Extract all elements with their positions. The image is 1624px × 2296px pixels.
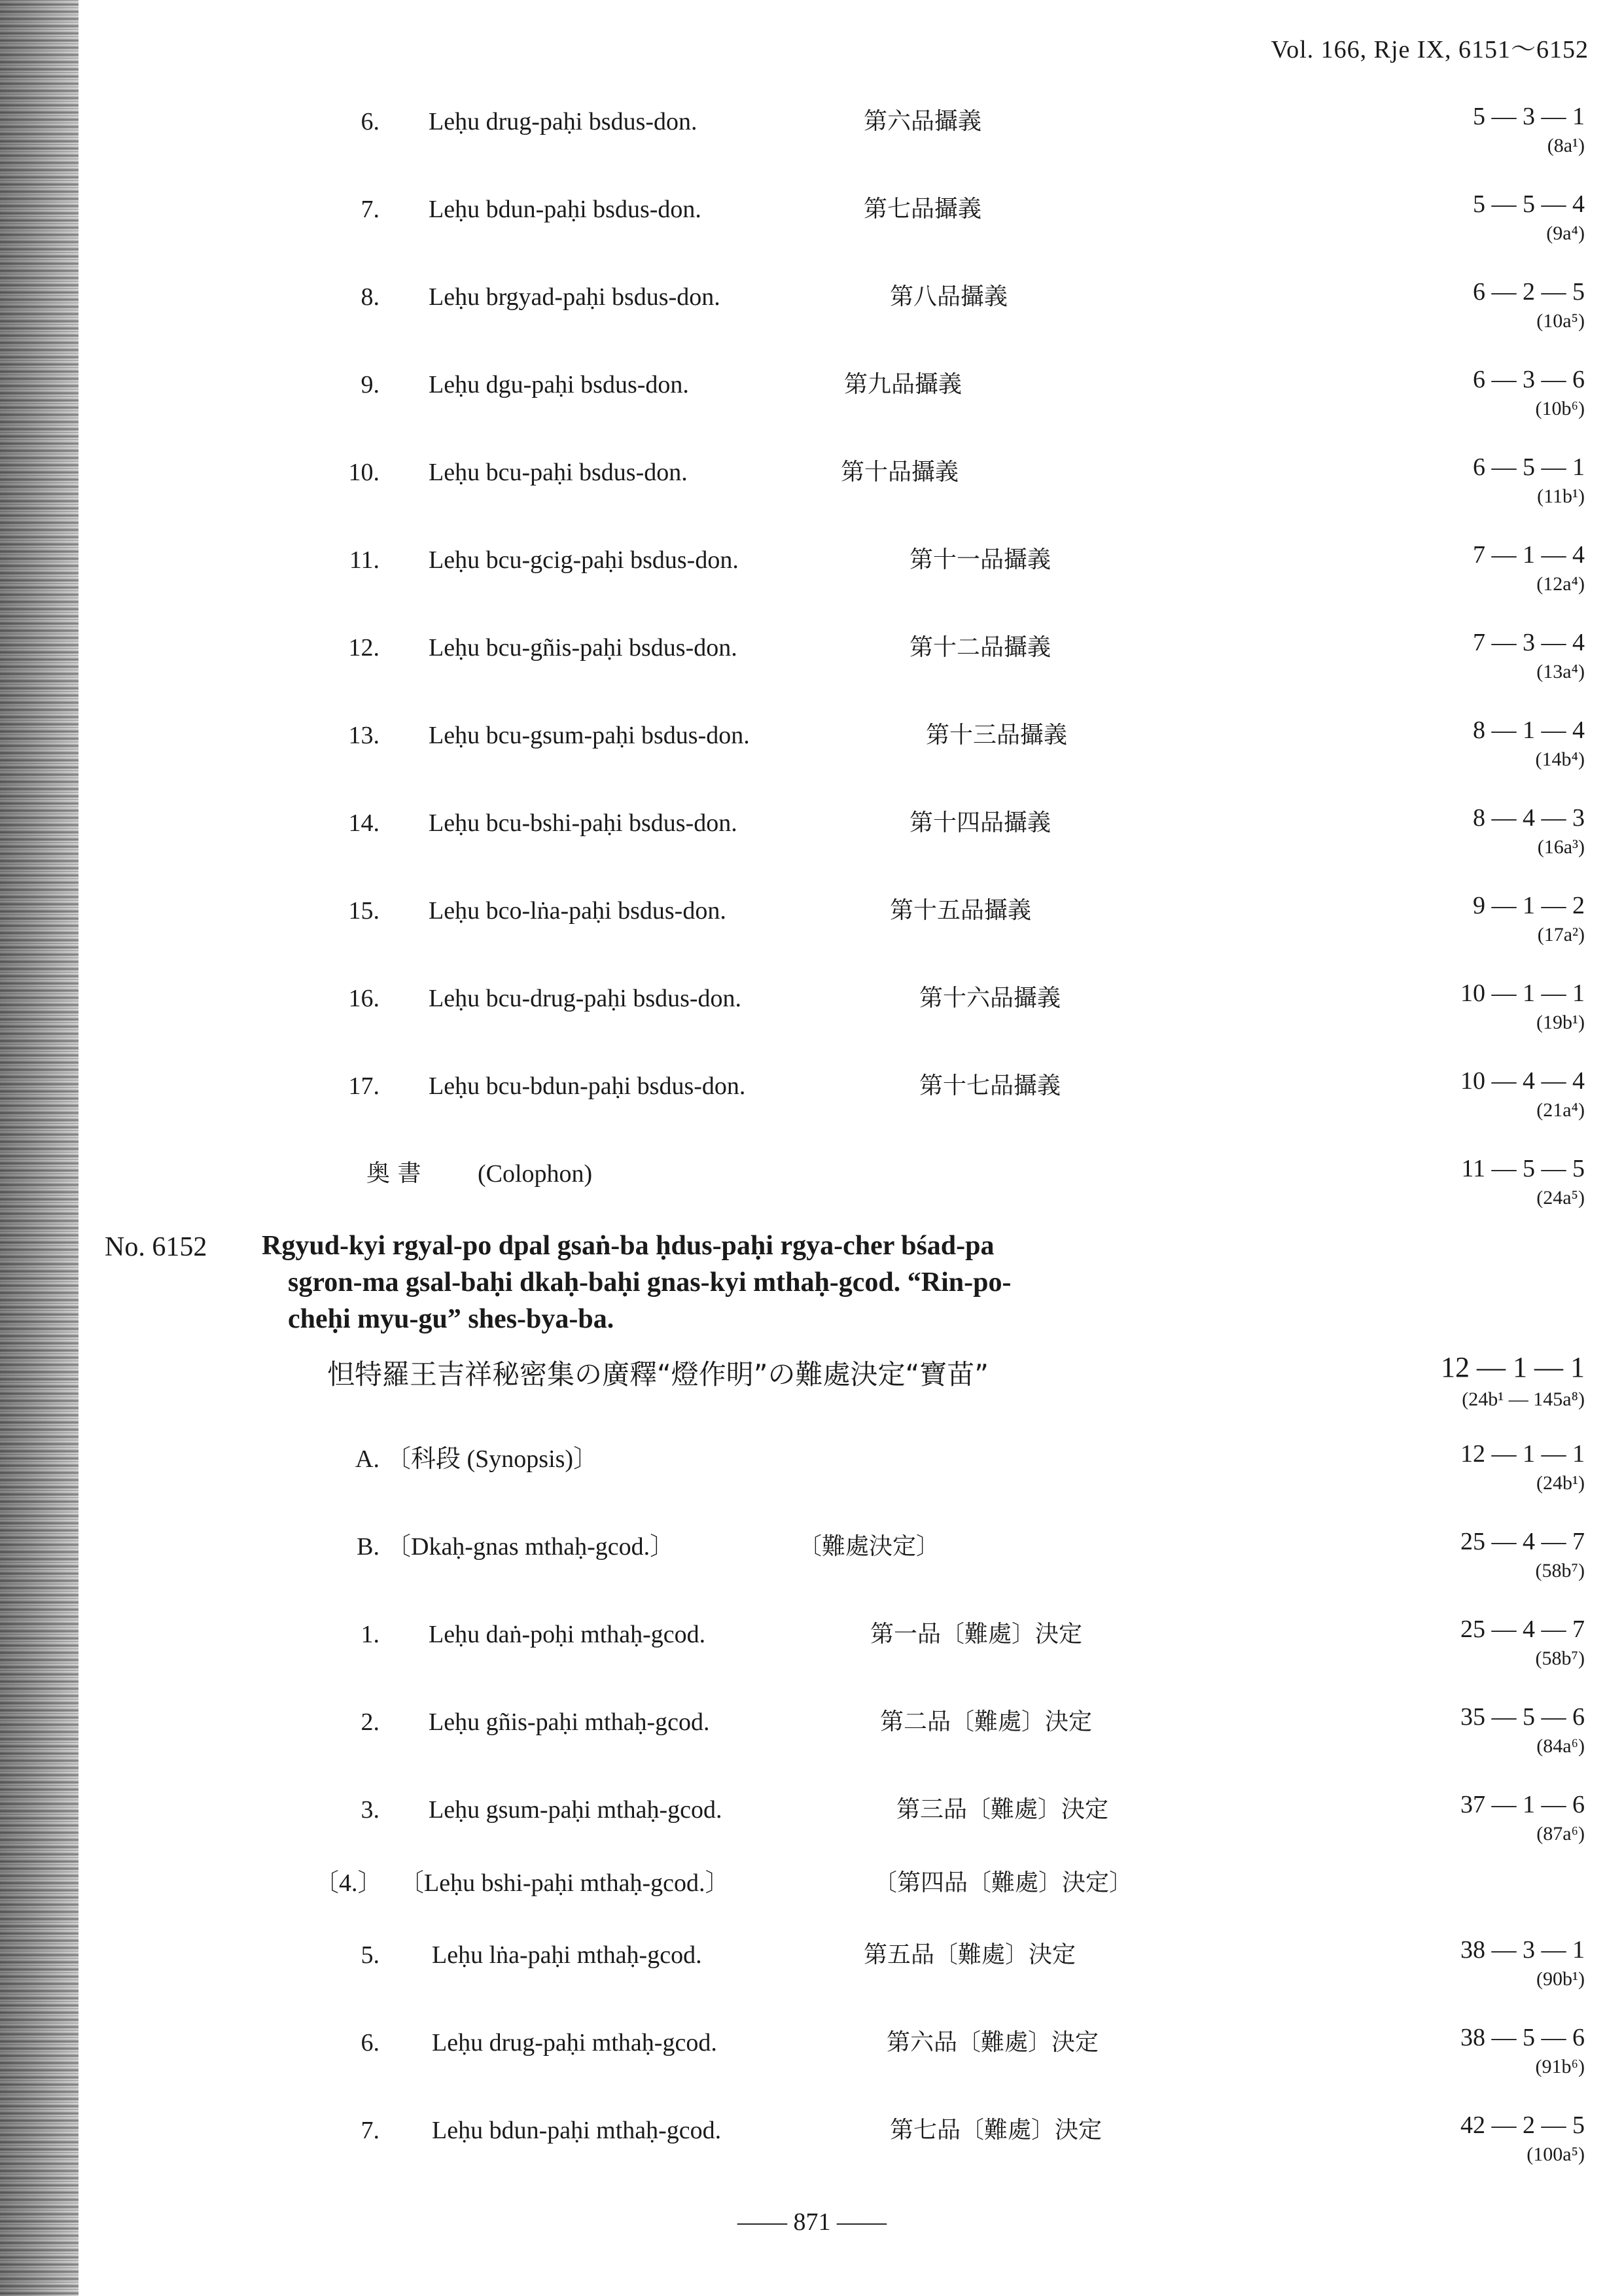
item-title: Leḥu bdun-paḥi mthaḥ-gcod. — [432, 2117, 722, 2144]
list-item — [314, 804, 1557, 843]
list-item — [314, 102, 1557, 141]
item-number: 3. — [361, 1796, 380, 1824]
colophon-cjk: 奥 書 — [366, 1160, 421, 1187]
item-title: Leḥu bcu-gcig-paḥi bsdus-don. — [429, 546, 739, 574]
item-folio: (8a¹) — [1547, 135, 1585, 156]
section-title: 〔Dkaḥ-gnas mthaḥ-gcod.〕 — [386, 1533, 675, 1561]
section-folio: (24b¹) — [1536, 1472, 1585, 1494]
item-ref: 42 — 2 — 5 — [1460, 2111, 1585, 2139]
list-item — [314, 979, 1557, 1018]
item-number: 10. — [348, 459, 380, 486]
item-folio: (10b⁶) — [1535, 398, 1585, 419]
item-cjk: 第十五品攝義 — [890, 897, 1032, 924]
item-number: 13. — [348, 722, 380, 749]
item-number: 17. — [348, 1072, 380, 1100]
list-item — [314, 1790, 1557, 1829]
item-ref: 5 — 3 — 1 — [1473, 103, 1585, 130]
item-number: 6. — [361, 2029, 380, 2057]
item-folio: (100a⁵) — [1527, 2144, 1585, 2165]
section-cjk: 〔難處決定〕 — [798, 1533, 940, 1560]
item-cjk: 第七品攝義 — [864, 196, 982, 222]
item-ref: 37 — 1 — 6 — [1460, 1791, 1585, 1818]
item-ref: 6 — 5 — 1 — [1473, 453, 1585, 481]
item-folio: (10a⁵) — [1536, 310, 1585, 332]
colophon-row — [366, 1154, 1282, 1193]
item-cjk: 第八品攝義 — [890, 283, 1008, 310]
list-item — [314, 2111, 1557, 2150]
item-title: Leḥu drug-paḥi bsdus-don. — [429, 108, 697, 135]
item-number: 11. — [349, 546, 380, 574]
entry-title-line3: cheḥi myu-gu” shes-bya-ba. — [288, 1304, 614, 1334]
item-folio: (90b¹) — [1536, 1968, 1585, 1990]
list-item — [314, 190, 1557, 229]
section-row — [314, 1527, 1230, 1566]
item-number: 16. — [348, 985, 380, 1012]
section-letter: B. — [357, 1533, 380, 1561]
item-title: Leḥu bcu-gsum-paḥi bsdus-don. — [429, 722, 750, 749]
item-folio: (11b¹) — [1537, 486, 1585, 507]
item-title: Leḥu bcu-drug-paḥi bsdus-don. — [429, 985, 742, 1012]
item-folio: (87a⁶) — [1536, 1823, 1585, 1845]
item-cjk: 第十四品攝義 — [909, 809, 1051, 836]
list-item — [314, 2023, 1557, 2062]
item-folio: (14b⁴) — [1535, 749, 1585, 770]
item-ref: 9 — 1 — 2 — [1473, 892, 1585, 919]
colophon-ref: 11 — 5 — 5 — [1461, 1155, 1585, 1182]
item-cjk: 第十二品攝義 — [909, 634, 1051, 661]
item-cjk: 第一品〔難處〕決定 — [870, 1621, 1083, 1648]
item-title: Leḥu bco-lṅa-paḥi bsdus-don. — [429, 897, 726, 925]
item-title: Leḥu bcu-bdun-paḥi bsdus-don. — [429, 1072, 746, 1100]
item-folio: (58b⁷) — [1535, 1648, 1585, 1669]
list-item — [314, 1615, 1557, 1654]
list-item — [314, 628, 1557, 667]
section-letter: A. — [355, 1445, 380, 1473]
item-cjk: 第九品攝義 — [844, 371, 962, 398]
item-cjk: 第十品攝義 — [841, 459, 959, 486]
item-folio: (16a³) — [1537, 836, 1585, 858]
item-title: Leḥu brgyad-paḥi bsdus-don. — [429, 283, 720, 311]
item-title: Leḥu daṅ-poḥi mthaḥ-gcod. — [429, 1621, 706, 1648]
item-ref: 6 — 2 — 5 — [1473, 278, 1585, 306]
item-ref: 8 — 1 — 4 — [1473, 716, 1585, 744]
item-ref: 10 — 1 — 1 — [1460, 980, 1585, 1007]
entry-cjk-title: 怛特羅王吉祥秘密集の廣釋“燈作明”の難處決定“寶苗” — [327, 1358, 989, 1390]
list-item — [314, 1703, 1557, 1742]
item-cjk: 第三品〔難處〕決定 — [896, 1796, 1109, 1823]
list-item — [314, 365, 1557, 404]
colophon-folio: (24a⁵) — [1536, 1187, 1585, 1209]
list-item — [314, 540, 1557, 580]
item-cjk: 第七品〔難處〕決定 — [890, 2117, 1103, 2144]
item-number: 1. — [361, 1621, 380, 1648]
item-folio: (84a⁶) — [1536, 1735, 1585, 1757]
item-folio: (9a⁴) — [1546, 222, 1585, 244]
item-title: Leḥu bcu-bshi-paḥi bsdus-don. — [429, 809, 737, 837]
item-ref: 38 — 3 — 1 — [1460, 1936, 1585, 1964]
entry-ref: 12 — 1 — 1 — [1441, 1351, 1585, 1383]
item-title: Leḥu drug-paḥi mthaḥ-gcod. — [432, 2029, 717, 2057]
item-cjk: 第六品攝義 — [864, 108, 982, 135]
item-number: 15. — [348, 897, 380, 925]
entry-title-line1: Rgyud-kyi rgyal-po dpal gsaṅ-ba ḥdus-paḥi rgya-cher bśad-pa — [262, 1231, 995, 1261]
colophon-title: (Colophon) — [478, 1160, 593, 1188]
list-item — [314, 716, 1557, 755]
item-ref: 7 — 1 — 4 — [1473, 541, 1585, 569]
item-number: 9. — [361, 371, 380, 398]
item-cjk: 第十三品攝義 — [926, 722, 1068, 749]
entry-title-line2: sgron-ma gsal-baḥi dkaḥ-baḥi gnas-kyi mthaḥ-gcod. “Rin-po- — [288, 1267, 1012, 1298]
running-header: Vol. 166, Rje IX, 6151～6152 — [1271, 36, 1589, 63]
item-ref: 38 — 5 — 6 — [1460, 2024, 1585, 2051]
list-item — [314, 1863, 1557, 1903]
item-number: 14. — [348, 809, 380, 837]
list-item — [314, 1935, 1557, 1975]
item-folio: (19b¹) — [1536, 1012, 1585, 1033]
item-cjk: 〔第四品〔難處〕決定〕 — [874, 1869, 1133, 1896]
item-title: Leḥu gñis-paḥi mthaḥ-gcod. — [429, 1708, 710, 1736]
entry-number: No. 6152 — [105, 1232, 207, 1262]
item-number: 2. — [361, 1708, 380, 1736]
item-number: 6. — [361, 108, 380, 135]
item-number: 7. — [361, 196, 380, 223]
item-title: Leḥu bdun-paḥi bsdus-don. — [429, 196, 701, 223]
item-folio: (12a⁴) — [1536, 573, 1585, 595]
item-title: Leḥu bcu-paḥi bsdus-don. — [429, 459, 688, 486]
item-folio: (17a²) — [1537, 924, 1585, 945]
section-title: 〔科段 (Synopsis)〕 — [386, 1445, 599, 1473]
item-title: Leḥu lṅa-paḥi mthaḥ-gcod. — [432, 1941, 702, 1969]
section-folio: (58b⁷) — [1535, 1560, 1585, 1581]
item-folio: (91b⁶) — [1535, 2056, 1585, 2077]
item-title: 〔Leḥu bshi-paḥi mthaḥ-gcod.〕 — [399, 1869, 730, 1897]
section-row — [314, 1439, 1230, 1479]
section-ref: 12 — 1 — 1 — [1460, 1440, 1585, 1468]
list-item — [314, 453, 1557, 492]
item-title: Leḥu dgu-paḥi bsdus-don. — [429, 371, 689, 398]
page-number: —— 871 —— — [737, 2208, 887, 2236]
item-cjk: 第十七品攝義 — [919, 1072, 1061, 1099]
item-ref: 35 — 5 — 6 — [1460, 1703, 1585, 1731]
item-folio: (21a⁴) — [1536, 1099, 1585, 1121]
item-ref: 6 — 3 — 6 — [1473, 366, 1585, 393]
scan-binding-edge — [0, 0, 79, 2296]
item-cjk: 第五品〔難處〕決定 — [864, 1941, 1076, 1968]
item-number: 12. — [348, 634, 380, 662]
item-ref: 10 — 4 — 4 — [1460, 1067, 1585, 1095]
list-item — [314, 891, 1557, 930]
item-title: Leḥu bcu-gñis-paḥi bsdus-don. — [429, 634, 737, 662]
item-number: 8. — [361, 283, 380, 311]
item-ref: 7 — 3 — 4 — [1473, 629, 1585, 656]
item-ref: 5 — 5 — 4 — [1473, 190, 1585, 218]
item-cjk: 第十六品攝義 — [919, 985, 1061, 1012]
item-cjk: 第十一品攝義 — [909, 546, 1051, 573]
list-item — [314, 277, 1557, 317]
item-cjk: 第二品〔難處〕決定 — [880, 1708, 1093, 1735]
item-ref: 8 — 4 — 3 — [1473, 804, 1585, 832]
entry-title — [262, 1227, 1361, 1337]
item-number: 5. — [361, 1941, 380, 1969]
list-item — [314, 1067, 1557, 1106]
item-number: 〔4.〕 — [314, 1869, 383, 1897]
item-folio: (13a⁴) — [1536, 661, 1585, 682]
item-number: 7. — [361, 2117, 380, 2144]
item-ref: 25 — 4 — 7 — [1460, 1616, 1585, 1643]
section-ref: 25 — 4 — 7 — [1460, 1528, 1585, 1555]
item-title: Leḥu gsum-paḥi mthaḥ-gcod. — [429, 1796, 722, 1824]
item-cjk: 第六品〔難處〕決定 — [887, 2029, 1099, 2056]
entry-folio: (24b¹ — 145a⁸) — [1462, 1388, 1585, 1410]
